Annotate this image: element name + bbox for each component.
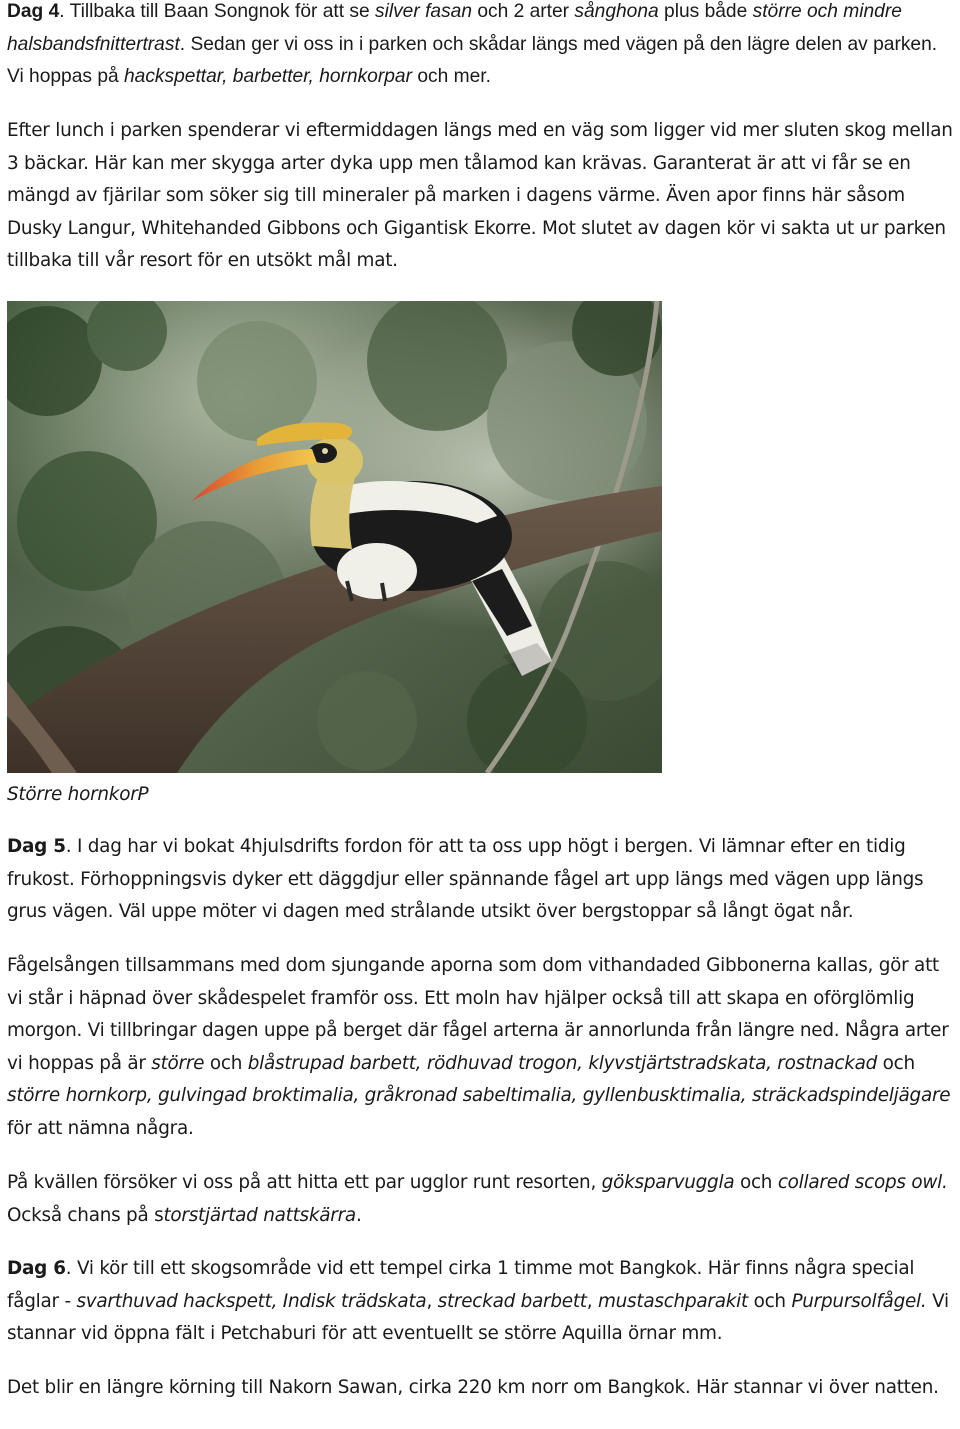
day6-drive-paragraph: Det blir en längre körning till Nakorn Sawan, cirka 220 km norr om Bangkok. Här stannar vi över natten. [7, 1377, 939, 1398]
day5-species-paragraph: Fågelsången tillsammans med dom sjungande aporna som dom vithandaded Gibbonerna kallas, gör att vi står i häpnad över skådespelet framför oss. Ett moln hav hjälper också till att skapa en oförglömlig morgon. Vi tillbringar dagen uppe på berget där fågel arterna är annorlunda från längre ned. Några arter vi hoppas på är större och blåstrupad barbett, rödhuvad trogon, klyvstjärtstradskata, rostnackad och större hornkorp, gulvingad broktimalia, gråkronad sabeltimalia, gyllenbusktimalia, sträckadspindeljägare för att nämna några. [7, 955, 951, 1139]
day4-heading: Dag 4 [7, 1, 60, 22]
day6-paragraph: Dag 6. Vi kör till ett skogsområde vid ett tempel cirka 1 timme mot Bangkok. Här finns några special fåglar - svarthuvad hackspett, Indisk trädskata, streckad barbett, mustaschparakit och Purpursolfågel. Vi stannar vid öppna fält i Petchaburi för att eventuellt se större Aquilla örnar mm. [7, 1258, 949, 1345]
day4-afternoon-paragraph: Efter lunch i parken spenderar vi eftermiddagen längs med en väg som ligger vid mer sluten skog mellan 3 bäckar. Här kan mer skygga arter dyka upp men tålamod kan krävas. Garanterat är att vi får se en mängd av fjärilar som söker sig till mineraler på marken i dagens värme. Även apor finns här såsom Dusky Langur, Whitehanded Gibbons och Gigantisk Ekorre. Mot slutet av dagen kör vi sakta ut ur parken tillbaka till vår resort för en utsökt mål mat. [7, 120, 953, 272]
day4-paragraph: Dag 4. Tillbaka till Baan Songnok för att se silver fasan och 2 arter sånghona plus både större och mindre halsbandsfnittertrast. Sedan ger vi oss in i parken och skådar längs med vägen på den lägre delen av parken. Vi hoppas på hackspettar, barbetter, hornkorpar och mer. [7, 1, 938, 88]
day5-evening-paragraph: På kvällen försöker vi oss på att hitta ett par ugglor runt resorten, göksparvuggla och collared scops owl. Också chans på storstjärtad nattskärra. [7, 1172, 948, 1226]
day5-paragraph: Dag 5. I dag har vi bokat 4hjulsdrifts fordon för att ta oss upp högt i bergen. Vi lämnar efter en tidig frukost. Förhoppningsvis dyker ett däggdjur eller spännande fågel art upp längs med vägen upp längs grus vägen. Väl uppe möter vi dagen med strålande utsikt över bergstoppar så långt ögat når. [7, 836, 924, 923]
day5-heading: Dag 5 [7, 836, 66, 857]
day6-heading: Dag 6 [7, 1258, 66, 1279]
hornbill-photo [7, 301, 662, 773]
photo-caption: Större hornkorP [7, 784, 149, 805]
